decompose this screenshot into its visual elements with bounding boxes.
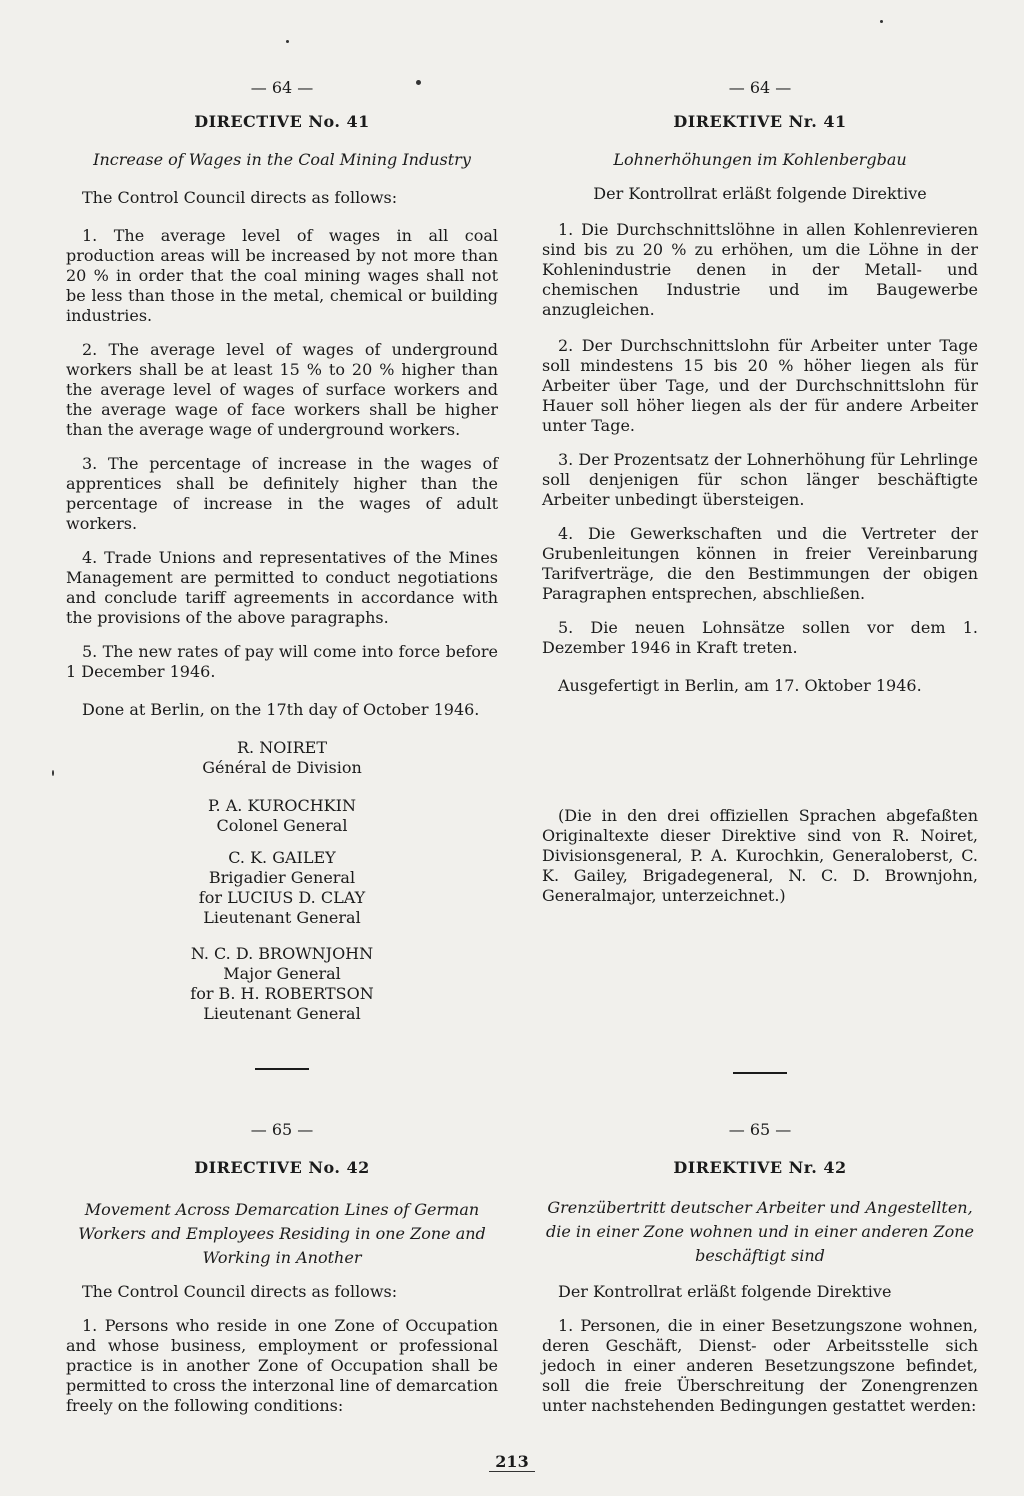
directive-41-para-3: 3. The percentage of increase in the wages of apprentices shall be definitely higher than the percentage of increase in the wages of adult workers. [66, 454, 498, 533]
page-number-65: — 65 — [250, 1120, 314, 1139]
directive-42-subtitle: Movement Across Demarcation Lines of German Workers and Employees Residing in one Zone and Working in Another [78, 1200, 486, 1267]
signature-rank: Colonel General [216, 816, 348, 835]
section-divider [255, 1068, 309, 1070]
english-column-lower [66, 1068, 498, 1416]
directive-41-subtitle-de: Lohnerhöhungen im Kohlenbergbau [613, 150, 907, 169]
signature-name: N. C. D. BROWNJOHN [190, 944, 374, 963]
english-column [66, 72, 498, 1024]
directive-41-para-3-de: 3. Der Prozentsatz der Lohnerhöhung für Lehrlinge soll denjenigen für schon länger beschäftigte Arbeiter unbedingt übersteigen. [542, 450, 978, 509]
directive-41-para-1: 1. The average level of wages in all coal production areas will be increased by not more than 20 % in order that the coal mining wages shall not be less than those in the metal, chemical or building industries. [66, 226, 498, 325]
page-footer [0, 1452, 1024, 1471]
signature-name: C. K. GAILEY [228, 848, 336, 867]
directive-41-title: DIRECTIVE No. 41 [194, 112, 370, 131]
directive-41-subtitle: Increase of Wages in the Coal Mining Industry [93, 150, 471, 169]
page-number-64: — 64 — [728, 78, 792, 97]
directive-41-para-2-de: 2. Der Durchschnittslohn für Arbeiter unter Tage soll mindestens 15 bis 20 % höher liegen als für Arbeiter über Tage, und der Durchschnittslohn für Hauer soll höher liegen als der für andere Arbeiter unter Tage. [542, 336, 978, 435]
directive-42-intro: The Control Council directs as follows: [82, 1282, 398, 1301]
page-number-65: — 65 — [728, 1120, 792, 1139]
directive-42-intro-de: Der Kontrollrat erläßt folgende Direktive [558, 1282, 892, 1301]
signature-kurochkin [66, 796, 498, 836]
signature-name: P. A. KUROCHKIN [208, 796, 356, 815]
scan-speck [286, 40, 289, 43]
directive-41-para-4-de: 4. Die Gewerkschaften und die Vertreter der Grubenleitungen können in freier Vereinbarung Tarifverträge, die den Bestimmungen der obigen Paragraphen entsprechen, abschließen. [542, 524, 978, 603]
signature-noiret [66, 738, 498, 778]
directive-42-para-1: 1. Persons who reside in one Zone of Occupation and whose business, employment or professional practice is in another Zone of Occupation shall be permitted to cross the interzonal line of demarcation freely on the following conditions: [66, 1316, 498, 1415]
section-divider [733, 1072, 787, 1074]
directive-42-para-1-de: 1. Personen, die in einer Besetzungszone wohnen, deren Geschäft, Dienst- oder Arbeitsstelle sich jedoch in einer anderen Besetzungszone befindet, soll die freie Überschreitung der Zonengrenzen unter nachstehenden Bedingungen gestattet werden: [542, 1316, 978, 1415]
signature-rank: Brigadier General [208, 868, 356, 887]
directive-42-subtitle-de: Grenzübertritt deutscher Arbeiter und Angestellten, die in einer Zone wohnen und in einer anderen Zone beschäftigt sind [545, 1198, 975, 1265]
directive-41-title-de: DIREKTIVE Nr. 41 [673, 112, 847, 131]
signature-gailey [66, 848, 498, 928]
directive-41-intro: The Control Council directs as follows: [82, 188, 398, 207]
signature-rank: Général de Division [202, 758, 362, 777]
directive-42-title-de: DIREKTIVE Nr. 42 [673, 1158, 847, 1177]
signature-for: for LUCIUS D. CLAY [198, 888, 366, 907]
directive-41-para-5-de: 5. Die neuen Lohnsätze sollen vor dem 1. Dezember 1946 in Kraft treten. [542, 618, 978, 657]
signature-for: for B. H. ROBERTSON [190, 984, 374, 1003]
signature-rank: Lieutenant General [203, 908, 361, 927]
german-column-lower [542, 1072, 978, 1416]
signature-brownjohn [66, 944, 498, 1024]
directive-41-para-5: 5. The new rates of pay will come into force before 1 December 1946. [66, 642, 498, 681]
signature-name: R. NOIRET [236, 738, 328, 757]
directive-42-title: DIRECTIVE No. 42 [194, 1158, 370, 1177]
scan-speck [880, 20, 883, 23]
directive-41-intro-de: Der Kontrollrat erläßt folgende Direktive [593, 184, 927, 203]
page-number-64: — 64 — [250, 78, 314, 97]
directive-41-done: Done at Berlin, on the 17th day of October 1946. [82, 700, 480, 719]
scan-speck [52, 770, 54, 776]
directive-41-para-4: 4. Trade Unions and representatives of the Mines Management are permitted to conduct negotiations and conclude tariff agreements in accordance with the provisions of the above paragraphs. [66, 548, 498, 627]
signature-rank: Lieutenant General [203, 1004, 361, 1023]
directive-41-done-de: Ausgefertigt in Berlin, am 17. Oktober 1946. [558, 676, 922, 695]
scan-speck [416, 80, 421, 85]
directive-41-para-1-de: 1. Die Durchschnittslöhne in allen Kohlenrevieren sind bis zu 20 % zu erhöhen, um die Löhne in der Kohlenindustrie denen in der Metall- und chemischen Industrie und im Baugewerbe anzugleichen. [542, 220, 978, 319]
signature-rank: Major General [223, 964, 341, 983]
directive-41-para-2: 2. The average level of wages of underground workers shall be at least 15 % to 20 % higher than the average level of wages of surface workers and the average wage of face workers shall be higher than the average wage of underground workers. [66, 340, 498, 439]
german-column [542, 72, 978, 906]
directive-41-signatory-note: (Die in den drei offiziellen Sprachen abgefaßten Originaltexte dieser Direktive sind von R. Noiret, Divisionsgeneral, P. A. Kurochkin, Generaloberst, C. K. Gailey, Brigadegeneral, N. C. D. Brownjohn, Generalmajor, unterzeichnet.) [542, 806, 978, 905]
footer-page-number: 213 [489, 1452, 534, 1472]
